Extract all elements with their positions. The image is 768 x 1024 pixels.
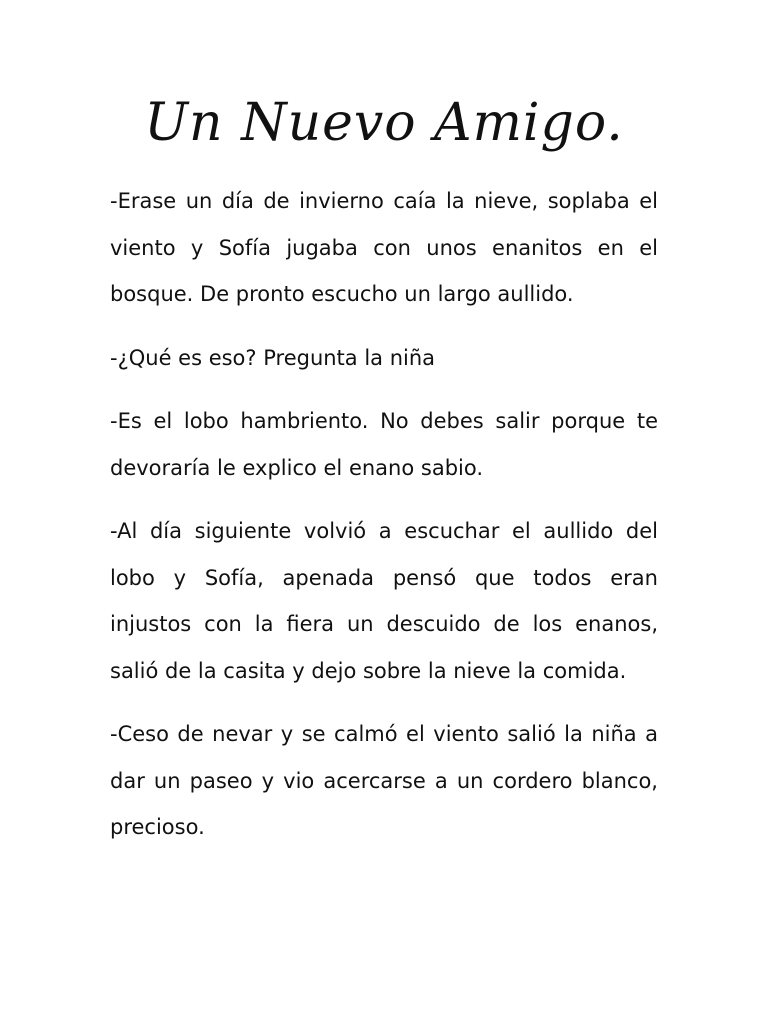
paragraph: -¿Qué es eso? Pregunta la niña [110,345,436,370]
paragraph: -Es el lobo hambriento. No debes salir porque te devoraría le explico el enano sabio. [110,409,658,480]
document-body [110,178,658,868]
paragraph: -Erase un día de invierno caía la nieve, soplaba el viento y Sofía jugaba con unos enanitos en el bosque. De pronto escucho un largo aullido. [110,189,658,306]
paragraph: -Ceso de nevar y se calmó el viento salió la niña a dar un paseo y vio acercarse a un cordero blanco, precioso. [110,722,658,839]
paragraph: -Al día siguiente volvió a escuchar el aullido del lobo y Sofía, apenada pensó que todos eran injustos con la fiera un descuido de los enanos, salió de la casita y dejo sobre la nieve la comida. [110,519,658,683]
document-title: Un Nuevo Amigo. [144,93,624,153]
